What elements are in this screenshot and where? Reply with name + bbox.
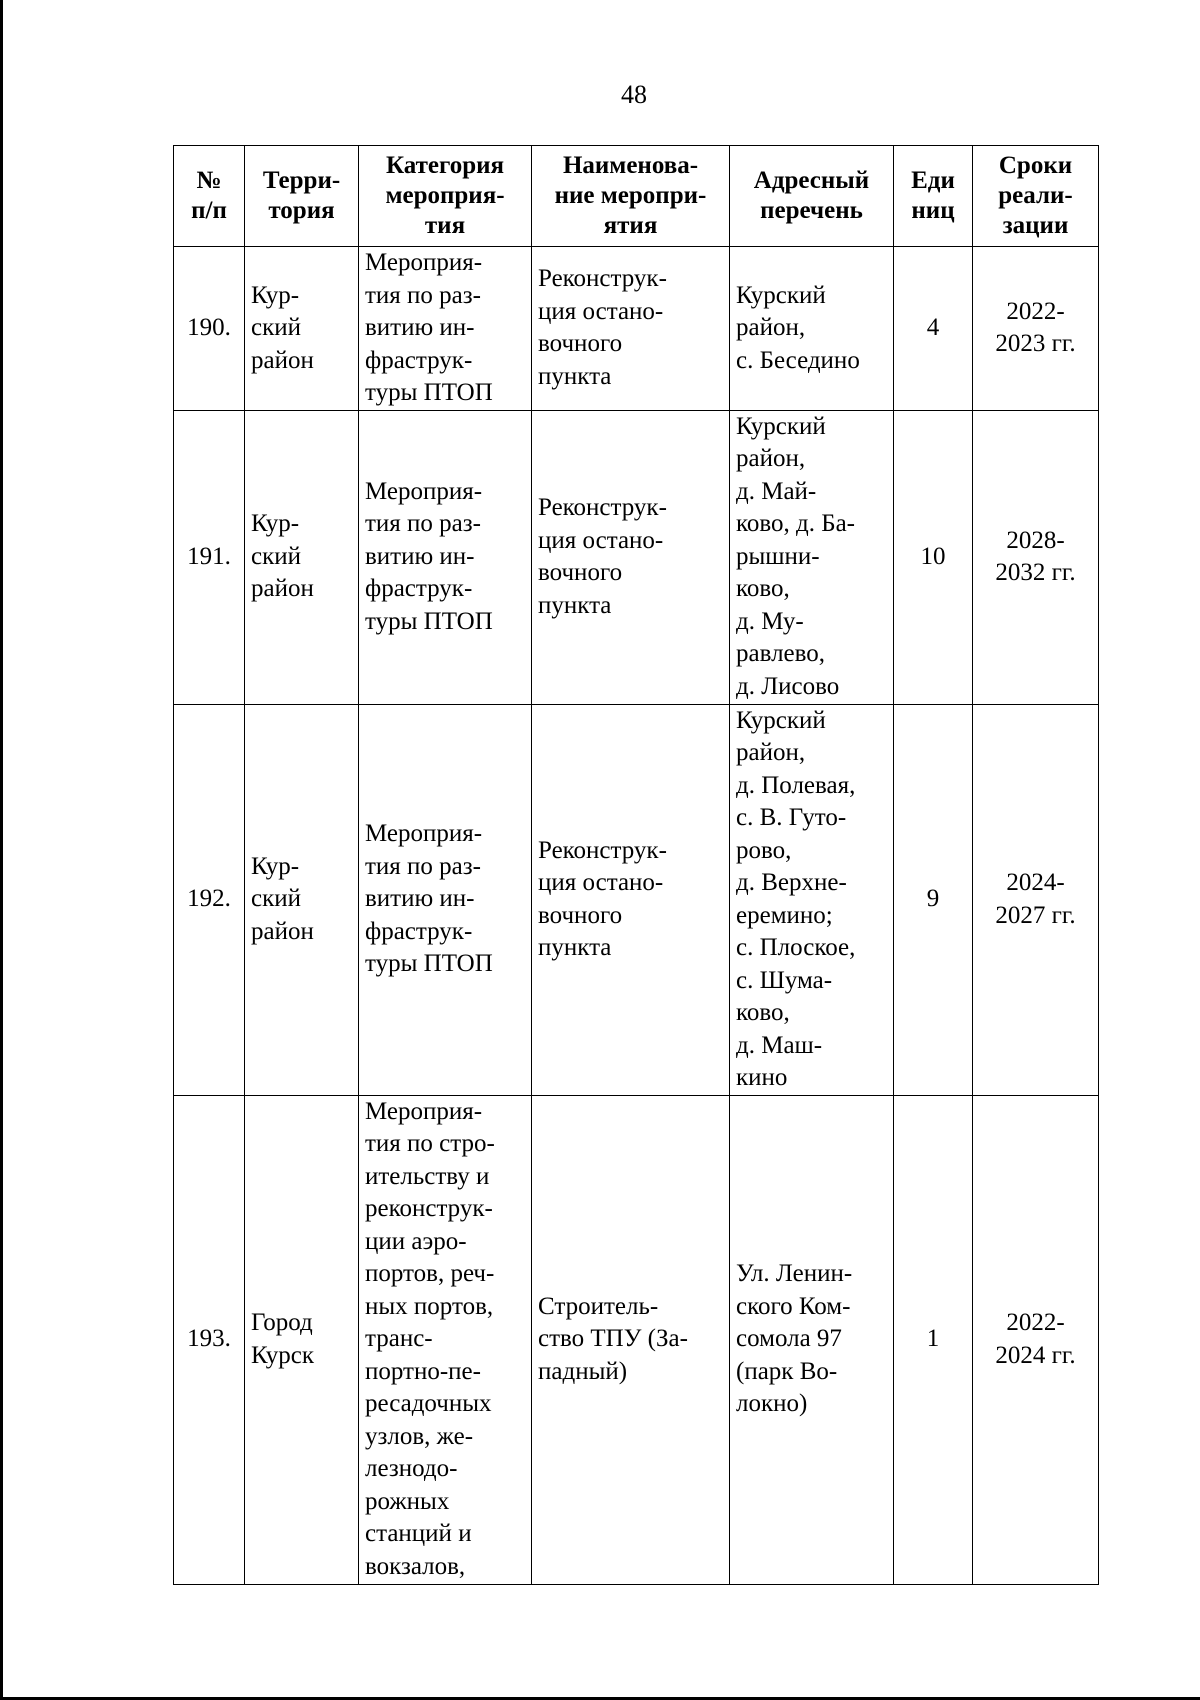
- measures-table: [173, 145, 1099, 1585]
- row-period: 2022- 2024 гг.: [973, 1095, 1099, 1584]
- row-period: 2028- 2032 гг.: [973, 410, 1099, 704]
- row-units: 9: [894, 704, 973, 1095]
- row-territory: Кур- ский район: [245, 410, 359, 704]
- row-address: Курский район, д. Полевая, с. В. Гуто- рово, д. Верхне- еремино; с. Плоское, с. Шума- ково, д. Маш- кино: [730, 704, 894, 1095]
- header-category: Категория мероприя- тия: [359, 146, 532, 247]
- row-address: Курский район, с. Беседино: [730, 247, 894, 411]
- row-name: Реконструк- ция остано- вочного пункта: [532, 410, 730, 704]
- row-name: Строитель- ство ТПУ (За- падный): [532, 1095, 730, 1584]
- row-name: Реконструк- ция остано- вочного пункта: [532, 704, 730, 1095]
- row-units: 10: [894, 410, 973, 704]
- row-territory: Город Курск: [245, 1095, 359, 1584]
- row-territory: Кур- ский район: [245, 704, 359, 1095]
- header-number: № п/п: [174, 146, 245, 247]
- row-units: 4: [894, 247, 973, 411]
- table-row: [174, 410, 1099, 704]
- header-units: Еди ниц: [894, 146, 973, 247]
- page-number: 48: [621, 80, 647, 109]
- row-period: 2024- 2027 гг.: [973, 704, 1099, 1095]
- row-category: Мероприя- тия по раз- витию ин- фраструк- туры ПТОП: [359, 410, 532, 704]
- row-number: 192.: [174, 704, 245, 1095]
- row-number: 191.: [174, 410, 245, 704]
- row-name: Реконструк- ция остано- вочного пункта: [532, 247, 730, 411]
- table-row: [174, 704, 1099, 1095]
- row-territory: Кур- ский район: [245, 247, 359, 411]
- table-header-row: [174, 146, 1099, 247]
- table-row: [174, 1095, 1099, 1584]
- row-category: Мероприя- тия по раз- витию ин- фраструк- туры ПТОП: [359, 247, 532, 411]
- row-category: Мероприя- тия по стро- ительству и реконструк- ции аэро- портов, реч- ных портов, транс- портно-пе- ресадочных узлов, же- лезнодо- рожных станций и вокзалов,: [359, 1095, 532, 1584]
- row-category: Мероприя- тия по раз- витию ин- фраструк- туры ПТОП: [359, 704, 532, 1095]
- scan-border-left: [0, 0, 3, 1700]
- header-name: Наименова- ние меропри- ятия: [532, 146, 730, 247]
- row-address: Курский район, д. Май- ково, д. Ба- рышни- ково, д. Му- равлево, д. Лисово: [730, 410, 894, 704]
- header-territory: Терри- тория: [245, 146, 359, 247]
- row-period: 2022- 2023 гг.: [973, 247, 1099, 411]
- header-address: Адресный перечень: [730, 146, 894, 247]
- row-number: 193.: [174, 1095, 245, 1584]
- row-number: 190.: [174, 247, 245, 411]
- row-address: Ул. Ленин- ского Ком- сомола 97 (парк Во- локно): [730, 1095, 894, 1584]
- table-row: [174, 247, 1099, 411]
- row-units: 1: [894, 1095, 973, 1584]
- header-period: Сроки реали- зации: [973, 146, 1099, 247]
